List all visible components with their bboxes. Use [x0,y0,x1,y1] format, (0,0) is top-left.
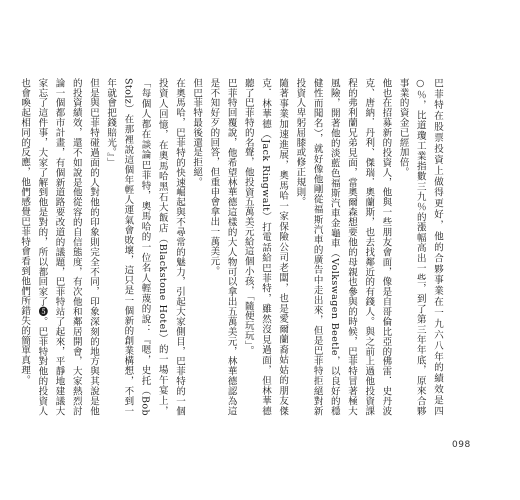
paragraph: 在奧馬哈，巴菲特的快速崛起與不尋常的魅力，引起大家側目，巴菲特的一個投資人回憶，在奧馬哈黑石大飯店（Blackstone Hotel）的一場午宴上，「每個人都在談論巴菲特，奧馬哈的一位名人輕蔑的說：『嗯，史托（Bob Stolz）在那裡說這個年輕人運氣會敗壞，這只是一個新的創業構想，不到一年就會把錢賠光。』」 [105,78,185,416]
body-text [16,78,446,416]
paragraph: 隨著事業加速進展，奧馬哈一家保險公司老闆，也是愛爾蘭裔姑姑的朋友傑克．林華德（Jack Ringwalt）打電話給巴菲特，雖然沒見過面，但林華德聽了巴菲特的名聲，他投資五萬美元給這個小孩，「隨便玩玩」。 [242,78,289,416]
paragraph: 但巴菲特最後還是拒絕。 [191,78,203,187]
page-number: 098 [452,440,471,450]
paragraph: 但是與巴菲特碰過面的人對他的印象則完全不同，印象深刻的地方與其說是他的投資績效，還不如說是他從容的自信態度，有次他和鄰居開會，大家熱烈討論一個都市計畫，有個新道路要改道的議題，巴菲特站了起來，平靜地建議大家忘了這件事，大家了解到他是對的，所以都回家了❺。巴菲特對他的投資人也會喚起相同的反應，他們感覺巴菲特會看到他們所錯失的簡單真理。 [19,78,99,416]
paragraph: 巴菲特回覆說，他希望林華德這樣的大人物可以拿出五萬美元，林華德認為這是不知好歹的回答，但重申會拿出一萬美元。 [208,78,237,416]
paragraph: 他也在招募新的投資人，他與一些朋友會面，像是自哥倫比亞的佛雷．史丹波克、唐納．丹利、傑瑞．奧蘭斯，也去找鄰近的有錢人。與之前上過他投資課程的弗利蘭兄弟見面，當奧爾森想要他的母親也參與的時候，巴菲特冒著極大風險，開著他的淡藍色福斯汽車金龜車（Volkswagen Beetle，以良好的穩健性而聞名），就好像他剛從福斯汽車的廣告中走出來，但是巴菲特拒絕對新投資人卑躬屈膝或修正規則。 [294,78,392,416]
paragraph: 巴菲特在股票投資上做得更好，他的合夥事業在一九六八年的績效是四○％，比道瓊工業指數三九％的漲幅高出一些，到了第三年年底，原來合夥事業的資金已經加倍。 [397,78,443,416]
